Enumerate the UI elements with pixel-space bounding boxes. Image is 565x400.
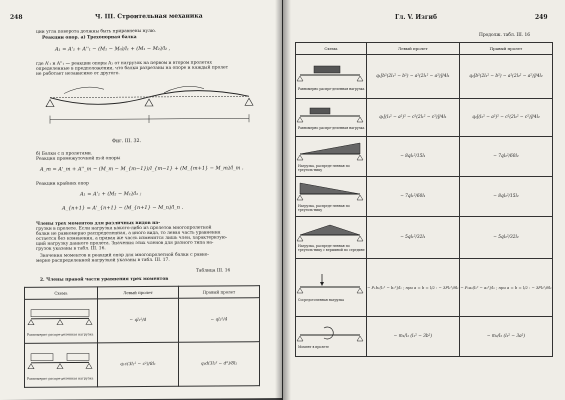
- moment-table-continued: [295, 42, 553, 357]
- equation: A_{n+1} = A'_{n+1} − (M_{n+1} − M_n)/l_n .: [62, 204, 184, 212]
- page-number: 248: [10, 13, 23, 21]
- page-number: 249: [535, 14, 548, 21]
- text-line: грузки в пролете. Если нагрузка какого-либо из пролетов многопролетной: [36, 225, 212, 232]
- text-line: щий нагрузку данного пролета. Значения этих членов для разного типа на-: [36, 240, 214, 247]
- table-row: [25, 342, 260, 388]
- text-line: Реакции крайних опор: [36, 181, 89, 187]
- point-load-diagram: [296, 273, 364, 299]
- table-header: Правый пролет: [459, 43, 552, 55]
- row-label: Равномерно распре-деленная нагрузка: [27, 376, 94, 381]
- text-line: где A'₁ и A''₁ — реакции опоры A₁ от нагрузок на первом и втором пролетах: [36, 60, 212, 67]
- table-row: [296, 177, 553, 217]
- table-title: 2. Члены правой части уравнения трех моментов: [40, 276, 169, 283]
- equation: A₁ = A'₁ + (M₂ − M₁)/l₁ ;: [80, 191, 142, 198]
- right-span-value: q₂d(3l₂² − d²)/8l₂: [178, 342, 259, 387]
- partial-uniform-load-diagram: [296, 62, 364, 88]
- scheme-cell: [296, 99, 367, 137]
- left-span-value: − 5ql₁²/32l₁: [366, 217, 459, 259]
- partial-uniform-load-diagram: [296, 105, 364, 127]
- table-caption: Таблица III. 16: [196, 268, 231, 274]
- section-heading: б) Балки с п пролетами.: [36, 151, 93, 157]
- beam-figure: [44, 80, 258, 131]
- triangular-load-diagram: [296, 141, 364, 165]
- text-line: ции угла поворота должны быть приравнены нулю.: [36, 28, 157, 35]
- table-row: [296, 259, 553, 317]
- scheme-cell: [296, 137, 367, 177]
- table-row: [296, 217, 553, 259]
- scheme-cell: [296, 177, 367, 217]
- right-span-value: − P₂a₂(l₂² − a₂²)/l₂ ; при a = b = l/2 : − 3Pl₂²/8l₂: [459, 259, 552, 317]
- table-row: [25, 298, 260, 344]
- left-span-value: − 7ql₁²/60l₁: [366, 177, 459, 217]
- left-span-value: q₁[(l₁² − a²)² − c²(2l₁² − c²)]/4l₁: [366, 99, 459, 137]
- scheme-cell: [296, 259, 367, 317]
- left-span-value: − P₁b₁(l₁² − b₁²)/l₁ ; при a = b = l/2 : − 3Pl₁²/8l₁: [366, 259, 459, 317]
- scheme-cell: [296, 317, 367, 357]
- book-gutter: [275, 0, 291, 400]
- text-line: мерно распределенной нагрузкой указаны в табл. III. 17.: [36, 257, 170, 264]
- table-header: Левый пролет: [366, 43, 459, 55]
- peaked-triangular-load-diagram: [296, 223, 364, 245]
- table-row: [296, 137, 553, 177]
- text-line: балки не равномерно распределенная, а иного вида, то левая часть уравнения: [36, 230, 221, 237]
- table-row: [296, 99, 553, 137]
- left-span-value: q₁c(3l₁² − c²)/8l₁: [97, 342, 178, 387]
- text-line: Значения моментов и реакций опор для многопролетной балки с равно-: [40, 252, 209, 259]
- right-span-value: − 7ql₂²/60l₂: [459, 137, 552, 177]
- right-span-value: − m₂/l₂ (l₂² − 3a²): [459, 317, 552, 357]
- table-header: Левый пролет: [97, 286, 178, 299]
- equation: A₁ = A'₁ + A''₁ − (M₁ − M₀)/l₁ + (M₁ − M₂)/l₂ ,: [55, 45, 171, 53]
- table-continued: Продолж. табл. III. 16: [479, 33, 531, 38]
- scheme-cell: [296, 55, 367, 99]
- right-span-value: q₂[b²(2l₂² − b²) − a²(2l₂² − a²)]/4l₂: [459, 55, 552, 99]
- table-header: Правый пролет: [178, 286, 259, 299]
- table-row: [296, 55, 553, 99]
- table-header: Схема: [25, 287, 98, 300]
- moment-table: [24, 285, 260, 388]
- row-label: Равномерно распре-деленная нагрузка: [27, 332, 94, 337]
- scheme-cell: [296, 217, 367, 259]
- row-label: Нагрузка, распреде-ленная по треуголь-нику: [298, 203, 350, 212]
- partial-load-diagram: [25, 349, 95, 377]
- left-span-value: q₁[b²(2l₁² − b²) − a²(2l₁² − a²)]/4l₁: [366, 55, 459, 99]
- text-line: остается без изменения, а правая же часть изменится лишь член, характеризую-: [36, 235, 228, 242]
- row-label: Сосредоточенная нагрузка: [298, 297, 345, 302]
- scheme-cell: [25, 343, 98, 388]
- triangular-load-diagram: [296, 181, 364, 205]
- right-page: [283, 0, 565, 400]
- table-row: [296, 317, 553, 357]
- text-line: грузок указаны в табл. III. 16.: [36, 246, 106, 252]
- page-header: Ч. III. Строительная механика: [95, 12, 203, 21]
- table-header: Схема: [296, 43, 367, 55]
- text-line: Реакции опор. а) Трехопорная балка: [42, 35, 137, 41]
- left-span-value: − 8ql₁²/15l₁: [366, 137, 459, 177]
- page-header: Гл. V. Изгиб: [395, 14, 437, 21]
- left-span-value: − ql₁²/4: [97, 298, 178, 343]
- figure-caption: Фиг. III. 32.: [112, 139, 142, 145]
- equation: A_m = A'_m + A''_m − (M_m − M_{m−1})/l_{m−1} + (M_{m+1} − M_m)/l_m .: [40, 165, 244, 173]
- right-span-value: q₂[(l₂² − a²)² − c²(2l₂² − c²)]/4l₂: [459, 99, 552, 137]
- left-span-value: − m₁/l₁ (l₁² − 3b²): [366, 317, 459, 357]
- moment-load-diagram: [296, 324, 364, 346]
- scheme-cell: [25, 299, 98, 344]
- row-label: Момент в пролете: [298, 344, 329, 349]
- left-page: [0, 0, 282, 400]
- row-label: Нагрузка, распреде-ленная по треуголь-нику: [298, 163, 350, 172]
- uniform-load-diagram: [25, 305, 95, 333]
- text-line: не работает независимо от другого.: [36, 71, 120, 77]
- right-span-value: − ql₂²/4: [178, 298, 259, 343]
- text-line: Члены трех моментов для различных видов на-: [36, 220, 161, 227]
- right-span-value: − 8ql₂²/15l₂: [459, 177, 552, 217]
- text-line: определенные в предположении, что балки разрезаны на опоре и каждый пролет: [36, 65, 229, 72]
- right-span-value: − 5ql₂²/32l₂: [459, 217, 552, 259]
- text-line: Реакция промежуточной m-й опоры: [36, 156, 121, 162]
- row-label: Нагрузка, распреде-ленная по треуголь-нику с вершиной по середине: [298, 243, 365, 252]
- row-label: Равномерно распре-деленная нагрузка: [298, 125, 365, 130]
- row-label: Равномерно распре-деленная нагрузка: [298, 86, 365, 91]
